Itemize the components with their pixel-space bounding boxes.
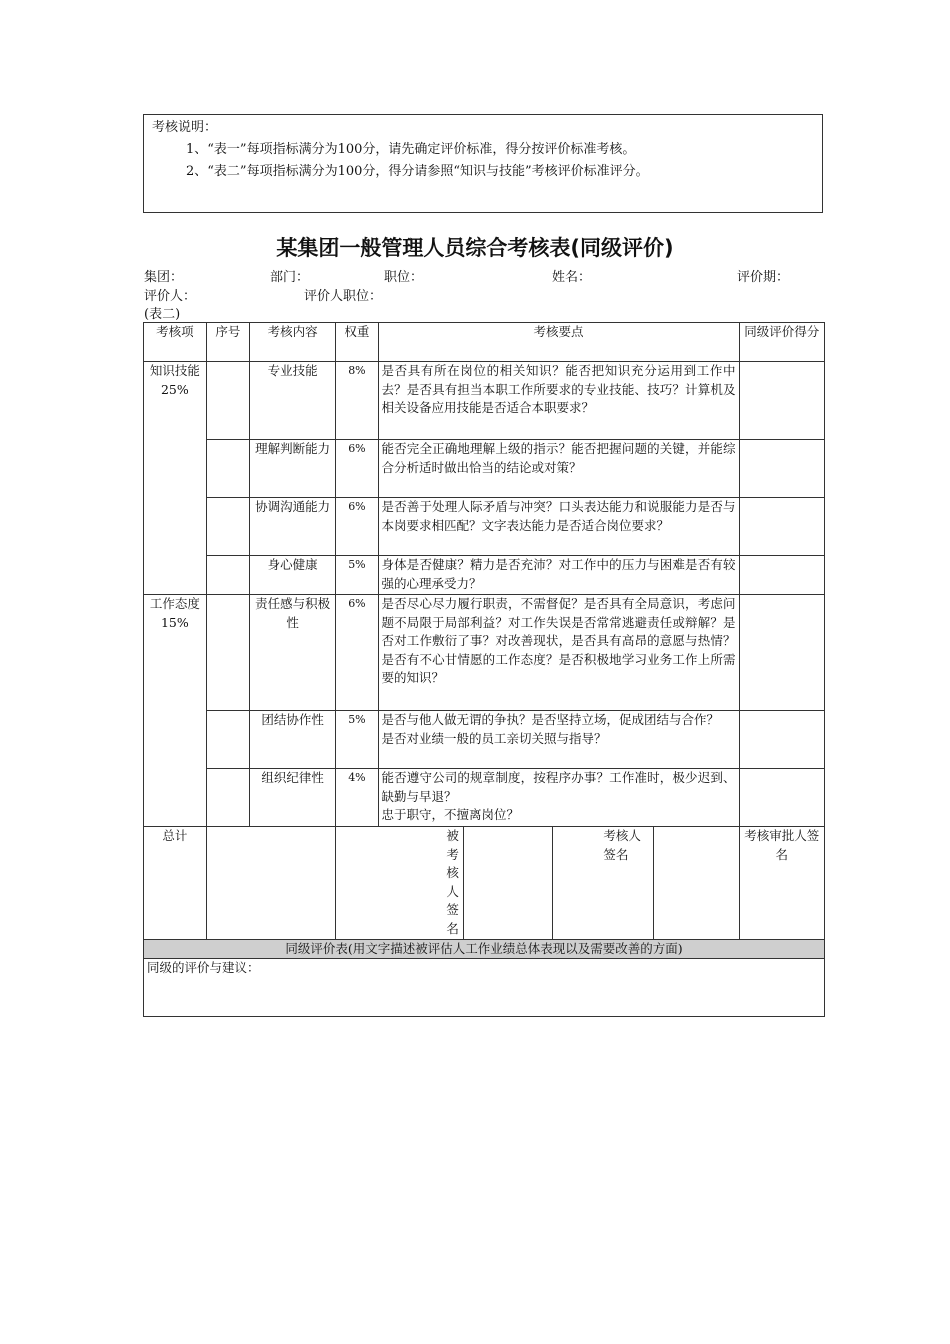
weight-cell: 5% <box>336 556 378 595</box>
weight-cell: 6% <box>336 440 378 498</box>
table-number: (表二) <box>144 307 181 322</box>
content-cell: 团结协作性 <box>249 711 335 769</box>
table-row <box>144 362 825 440</box>
score-input-cell[interactable] <box>739 595 824 711</box>
examiner-signature-field[interactable] <box>654 827 739 940</box>
header-content: 考核内容 <box>249 323 335 362</box>
page-title: 某集团一般管理人员综合考核表(同级评价) <box>276 236 674 260</box>
seq-cell <box>206 362 249 440</box>
summary-header-row <box>144 939 825 959</box>
summary-header: 同级评价表(用文字描述被评估人工作业绩总体表现以及需要改善的方面) <box>144 939 825 959</box>
content-cell: 专业技能 <box>249 362 335 440</box>
points-cell: 是否具有所在岗位的相关知识？能否把知识充分运用到工作中去？是否具有担当本职工作所要求的专业技能、技巧？计算机及相关设备应用技能是否适合本职要求？ <box>378 362 739 440</box>
score-input-cell[interactable] <box>739 362 824 440</box>
examiner-signature-label: 考核人签名 <box>553 827 654 940</box>
evaluator-position-label: 评价人职位： <box>304 289 383 304</box>
dept-label: 部门： <box>270 270 310 285</box>
group-label: 集团： <box>144 270 184 285</box>
seq-cell <box>206 440 249 498</box>
table-row <box>144 440 825 498</box>
peer-comment-label: 同级的评价与建议： <box>147 960 260 976</box>
table-row <box>144 769 825 827</box>
name-label: 姓名： <box>552 270 592 285</box>
category-work-attitude: 工作态度15% <box>144 595 207 827</box>
score-input-cell[interactable] <box>739 498 824 556</box>
header-points: 考核要点 <box>378 323 739 362</box>
content-cell: 身心健康 <box>249 556 335 595</box>
position-label: 职位： <box>384 270 424 285</box>
content-cell: 协调沟通能力 <box>249 498 335 556</box>
score-input-cell[interactable] <box>739 711 824 769</box>
instructions-box <box>143 114 823 213</box>
points-cell: 能否遵守公司的规章制度，按程序办事？工作准时，极少迟到、缺勤与早退？ 忠于职守，不擅离岗位？ <box>378 769 739 827</box>
approver-signature-label: 考核审批人签名 <box>739 827 824 940</box>
score-input-cell[interactable] <box>739 556 824 595</box>
score-input-cell[interactable] <box>739 440 824 498</box>
content-cell: 理解判断能力 <box>249 440 335 498</box>
comment-row <box>144 959 825 1017</box>
peer-comment-field[interactable] <box>144 959 825 1017</box>
weight-cell: 8% <box>336 362 378 440</box>
header-row <box>144 323 825 362</box>
total-label: 总计 <box>144 827 207 940</box>
header-category: 考核项 <box>144 323 207 362</box>
period-label: 评价期： <box>737 270 790 285</box>
points-cell: 身体是否健康？精力是否充沛？对工作中的压力与困难是否有较强的心理承受力？ <box>378 556 739 595</box>
weight-cell: 4% <box>336 769 378 827</box>
points-cell: 能否完全正确地理解上级的指示？能否把握问题的关键，并能综合分析适时做出恰当的结论或对策？ <box>378 440 739 498</box>
points-cell: 是否善于处理人际矛盾与冲突？口头表达能力和说服能力是否与本岗要求相匹配？文字表达能力是否适合岗位要求？ <box>378 498 739 556</box>
score-input-cell[interactable] <box>739 769 824 827</box>
total-value-cell[interactable] <box>206 827 336 940</box>
weight-cell: 6% <box>336 498 378 556</box>
instruction-item-2: 2、“表二”每项指标满分为100分，得分请参照“知识与技能”考核评价标准评分。 <box>186 164 649 179</box>
content-cell: 组织纪律性 <box>249 769 335 827</box>
instructions-heading: 考核说明： <box>152 120 218 135</box>
seq-cell <box>206 595 249 711</box>
weight-cell: 6% <box>336 595 378 711</box>
points-cell: 是否与他人做无谓的争执？是否坚持立场，促成团结与合作？ 是否对业绩一般的员工亲切关照与指导？ <box>378 711 739 769</box>
evaluation-table <box>143 322 825 1017</box>
examinee-signature-label: 被考核人签名 <box>336 827 464 940</box>
total-row <box>144 827 825 940</box>
seq-cell <box>206 556 249 595</box>
seq-cell <box>206 711 249 769</box>
seq-cell <box>206 498 249 556</box>
evaluator-label: 评价人： <box>144 289 197 304</box>
category-knowledge-skill: 知识技能25% <box>144 362 207 595</box>
points-cell: 是否尽心尽力履行职责，不需督促？是否具有全局意识，考虑问题不局限于局部利益？对工作失误是否常常逃避责任或辩解？是否对工作敷衍了事？对改善现状，是否具有高昂的意愿与热情？是否有不心甘情愿的工作态度？是否积极地学习业务工作上所需要的知识？ <box>378 595 739 711</box>
header-weight: 权重 <box>336 323 378 362</box>
table-row <box>144 711 825 769</box>
seq-cell <box>206 769 249 827</box>
instruction-item-1: 1、“表一”每项指标满分为100分，请先确定评价标准，得分按评价标准考核。 <box>186 142 636 157</box>
content-cell: 责任感与积极性 <box>249 595 335 711</box>
header-seq: 序号 <box>206 323 249 362</box>
table-row <box>144 556 825 595</box>
table-row <box>144 498 825 556</box>
weight-cell: 5% <box>336 711 378 769</box>
header-score: 同级评价得分 <box>739 323 824 362</box>
table-row <box>144 595 825 711</box>
examinee-signature-field[interactable] <box>463 827 552 940</box>
